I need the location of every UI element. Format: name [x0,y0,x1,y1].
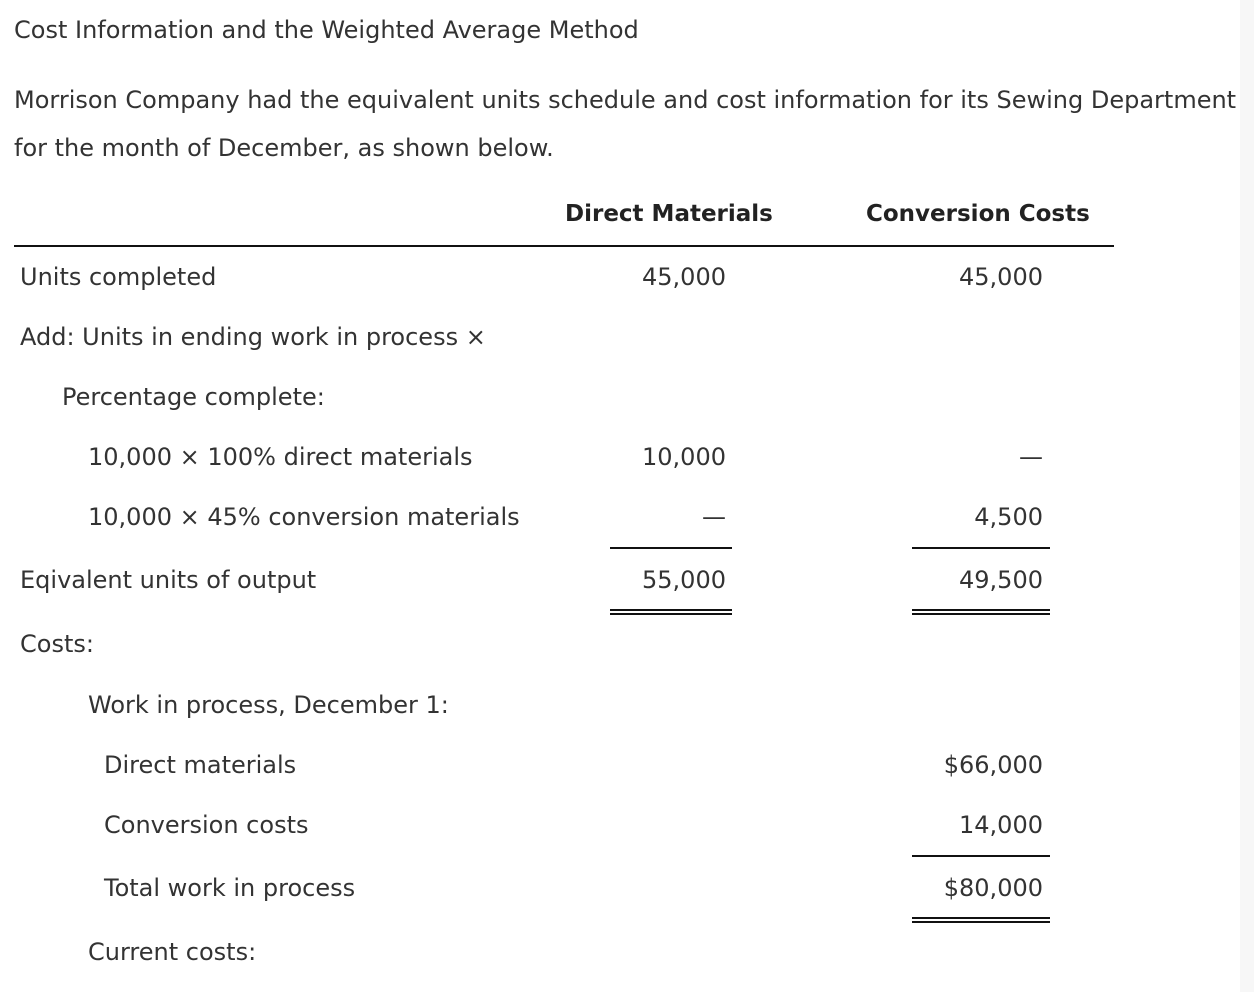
row-label-equivalent-units: Eqivalent units of output [20,566,317,594]
row-label-units-completed: Units completed [20,263,217,291]
wip-conversion-costs-amount: 14,000 [959,811,1043,839]
total-double-rule-cc [912,609,1050,615]
equivalent-units-dm: 55,000 [642,566,726,594]
conv-line-cc: 4,500 [974,503,1043,531]
wip-total-double-rule [912,917,1050,923]
subtotal-rule-cc [912,547,1050,549]
row-label-wip-dec1: Work in process, December 1: [88,691,449,719]
units-completed-dm: 45,000 [642,263,726,291]
row-label-wip-direct-materials: Direct materials [104,751,297,779]
subtotal-rule-dm [610,547,732,549]
page-edge [1240,0,1254,992]
wip-direct-materials-amount: $66,000 [943,751,1043,779]
total-wip-amount: $80,000 [943,874,1043,902]
units-completed-cc: 45,000 [959,263,1043,291]
row-label-conv-line: 10,000 × 45% conversion materials [88,503,520,531]
intro-line-1: Morrison Company had the equivalent units schedule and cost information for its Sewing Department [14,86,1237,114]
equivalent-units-cc: 49,500 [959,566,1043,594]
row-label-wip-conversion-costs: Conversion costs [104,811,309,839]
wip-subtotal-rule [912,855,1050,857]
dm-line-cc: — [1019,443,1043,471]
row-label-total-wip: Total work in process [104,874,356,902]
row-label-current-costs: Current costs: [88,938,257,966]
column-header-conversion-costs: Conversion Costs [866,201,1090,227]
column-header-direct-materials: Direct Materials [565,201,773,227]
row-label-add-units: Add: Units in ending work in process × [20,323,486,351]
row-label-dm-line: 10,000 × 100% direct materials [88,443,473,471]
conv-line-dm: — [702,503,726,531]
page-title: Cost Information and the Weighted Average Method [14,16,639,44]
row-label-percentage-complete: Percentage complete: [62,383,325,411]
dm-line-dm: 10,000 [642,443,726,471]
header-rule [14,245,1114,247]
intro-line-2: for the month of December, as shown below. [14,134,554,162]
row-label-costs: Costs: [20,630,94,658]
total-double-rule-dm [610,609,732,615]
